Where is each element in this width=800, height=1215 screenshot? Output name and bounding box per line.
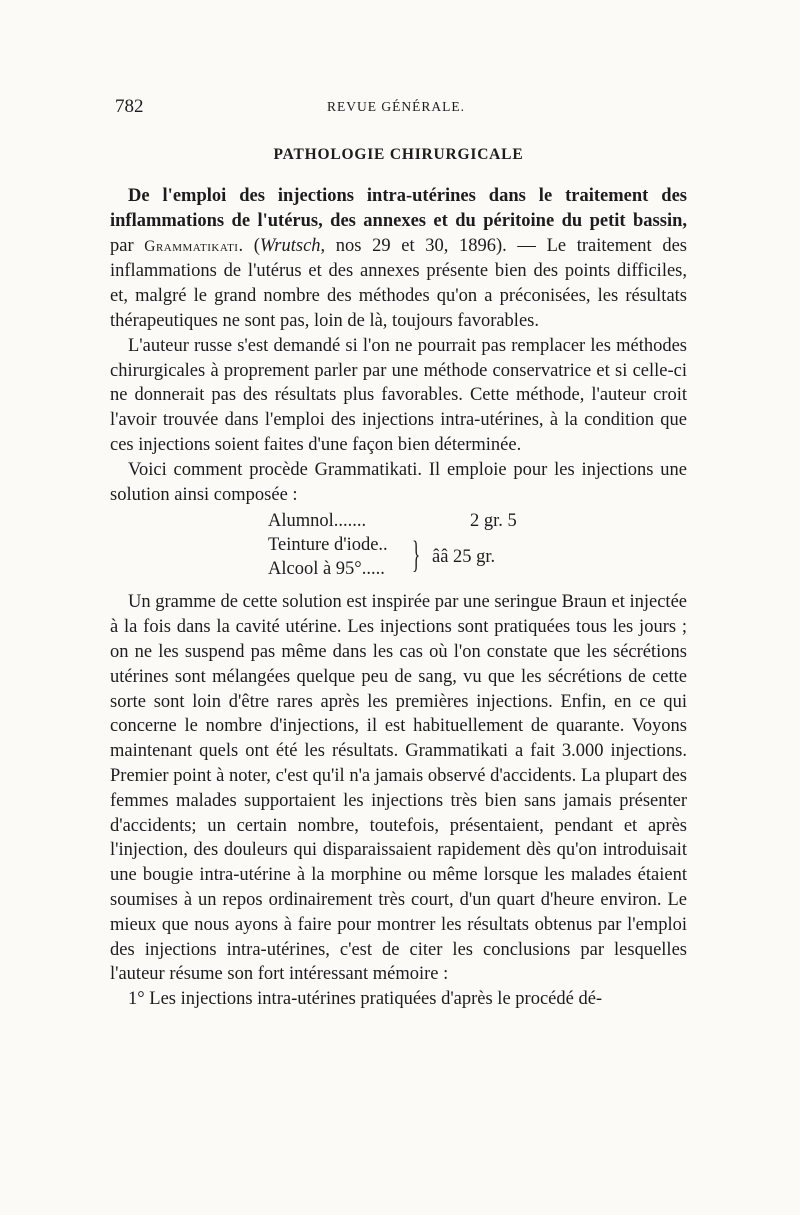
paragraph-2: L'auteur russe s'est demandé si l'on ne pourrait pas remplacer les méthodes chirurgicales à proprement parler par une méthode conservatrice et si celle-ci ne donnerait pas des résultats plus favorables. Cette méthode, l'auteur croit l'avoir trouvée dans l'emploi des injections intra-utérines, à la condition que ces injections soient faites d'une façon bien déterminée. <box>110 335 687 455</box>
by-text: par <box>110 235 145 256</box>
section-title: PATHOLOGIE CHIRURGICALE <box>273 146 524 163</box>
formula-qty-iode-alcool: ââ 25 gr. <box>432 547 496 568</box>
citation-rest: , nos 29 et 30, 1896). — <box>320 235 547 256</box>
journal-name: Wrutsch <box>259 235 321 256</box>
journal-title: REVUE GÉNÉRALE. <box>327 99 465 114</box>
running-head <box>110 96 687 126</box>
author-name: Grammatikati <box>144 237 239 255</box>
formula-item-alumnol: Alumnol....... <box>268 511 367 532</box>
formula-item-iode: Teinture d'iode.. <box>268 535 388 556</box>
paragraph-1-text: Le traitement des inflammations de l'utérus et des annexes présente bien des points difficiles, et, malgré le grand nombre des méthodes qu'on a préconisées, les résultats thérapeutiques ne sont pas, loin de là, toujours favorables. <box>110 235 687 331</box>
paragraph-3: Voici comment procède Grammatikati. Il emploie pour les injections une solution ainsi composée : <box>110 459 687 505</box>
formula <box>110 511 687 586</box>
paragraph-4: Un gramme de cette solution est inspirée par une seringue Braun et injectée à la fois dans la cavité utérine. Les injections sont pratiquées tous les jours ; on ne les suspend pas même dans les cas où l'on constate que les sécrétions utérines sont mélangées quelque peu de sang, vu que les sécrétions de cette sorte sont loin d'être rares après les premières injections. Enfin, en ce qui concerne le nombre d'injections, il est habituellement de quarante. Voyons maintenant quels ont été les résultats. Grammatikati a fait 3.000 injections. Premier point à noter, c'est qu'il n'a jamais observé d'accidents. La plupart des femmes malades supportaient les injections très bien sans jamais présenter d'accidents; un certain nombre, toutefois, présentaient, pendant et après l'injection, des douleurs qui disparaissaient rapidement dès qu'on introduisait une bougie intra-utérine à la morphine ou même lorsque les malades étaient soumises à un repos ordinairement très court, d'un quart d'heure environ. Le mieux que nous ayons à faire pour montrer les résultats obtenus par l'emploi des injections intra-utérines, c'est de citer les conclusions par lesquelles l'auteur résume son fort intéressant mémoire : <box>110 592 687 985</box>
brace-icon: } <box>412 534 421 577</box>
paragraph-1 <box>110 184 687 334</box>
page-number: 782 <box>115 96 144 117</box>
article-title: De l'emploi des injections intra-utérines dans le traitement des inflammations de l'utérus, des annexes et du péritoine du petit bassin, <box>110 186 687 231</box>
formula-qty-alumnol: 2 gr. 5 <box>470 511 517 532</box>
paragraph-5: 1° Les injections intra-utérines pratiquées d'après le procédé dé- <box>128 989 603 1010</box>
citation-open: . ( <box>238 235 260 256</box>
formula-item-alcool: Alcool à 95°..... <box>268 559 385 580</box>
page <box>110 96 687 1012</box>
